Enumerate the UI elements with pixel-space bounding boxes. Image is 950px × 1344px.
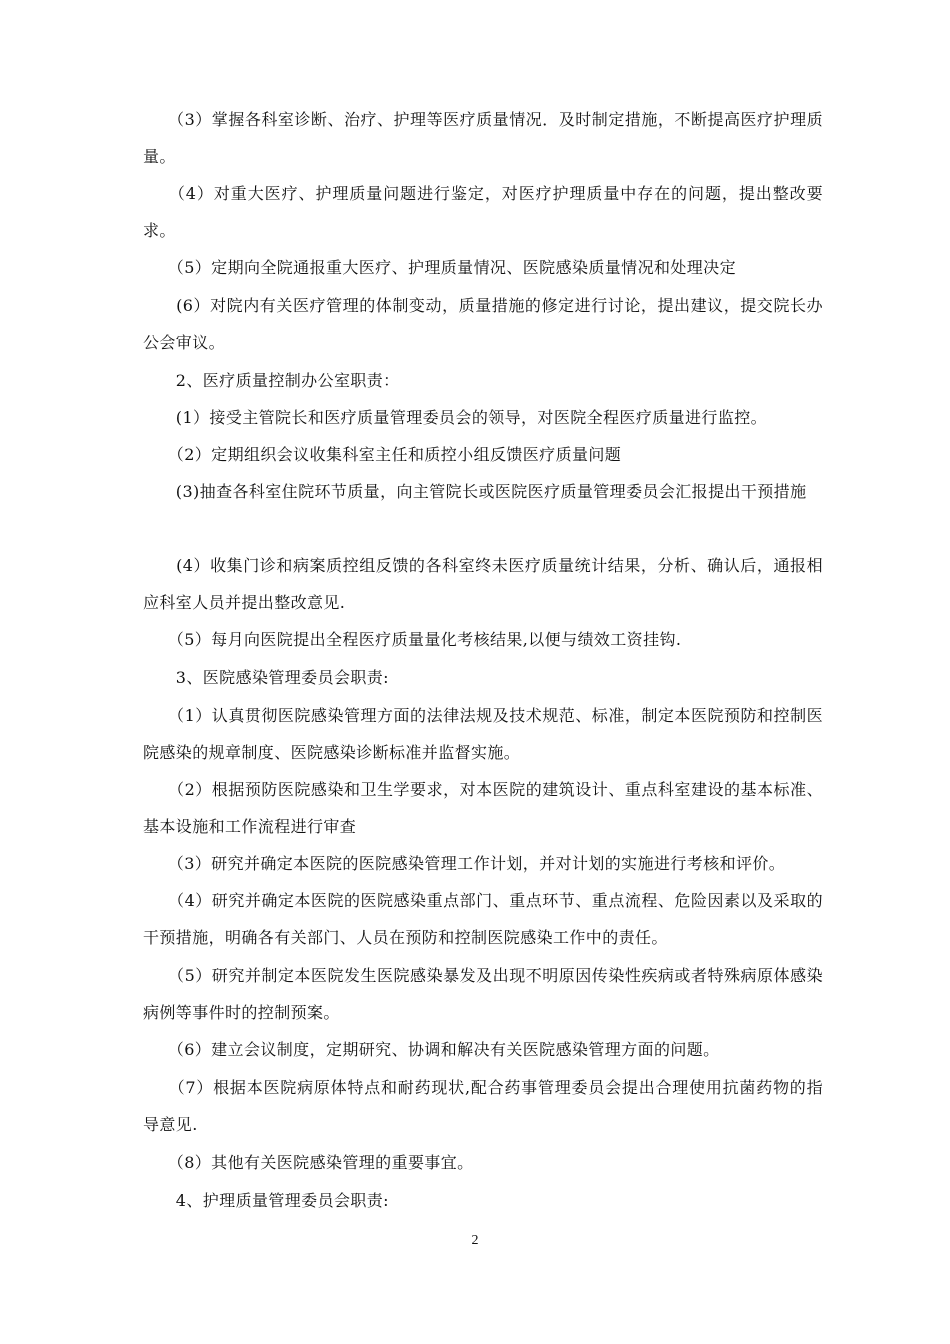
paragraph-12: （1）认真贯彻医院感染管理方面的法律法规及技术规范、标准，制定本医院预防和控制医院感染的规章制度、医院感染诊断标准并监督实施。 — [143, 706, 823, 762]
paragraph-16: （5）研究并制定本医院发生医院感染暴发及出现不明原因传染性疾病或者特殊病原体感染病例等事件时的控制预案。 — [143, 966, 823, 1022]
paragraph-5: 2、医疗质量控制办公室职责： — [143, 371, 400, 390]
page-number: 2 — [471, 1233, 479, 1248]
paragraph-11: 3、医院感染管理委员会职责: — [143, 668, 389, 687]
paragraph-2: （4）对重大医疗、护理质量问题进行鉴定，对医疗护理质量中存在的问题，提出整改要求。 — [143, 184, 823, 240]
paragraph-9: (4）收集门诊和病案质控组反馈的各科室终未医疗质量统计结果，分析、确认后，通报相应科室人员并提出整改意见. — [143, 556, 823, 612]
paragraph-15: （4）研究并确定本医院的医院感染重点部门、重点环节、重点流程、危险因素以及采取的干预措施，明确各有关部门、人员在预防和控制医院感染工作中的责任。 — [143, 891, 823, 947]
paragraph-17: （6）建立会议制度，定期研究、协调和解决有关医院感染管理方面的问题。 — [143, 1040, 720, 1059]
paragraph-13: （2）根据预防医院感染和卫生学要求，对本医院的建筑设计、重点科室建设的基本标准、基本设施和工作流程进行审查 — [143, 780, 823, 836]
paragraph-18: （7）根据本医院病原体特点和耐药现状,配合药事管理委员会提出合理使用抗菌药物的指导意见. — [143, 1078, 823, 1134]
paragraph-10: （5）每月向医院提出全程医疗质量量化考核结果,以便与绩效工资挂钩. — [143, 630, 682, 649]
paragraph-6: (1）接受主管院长和医疗质量管理委员会的领导，对医院全程医疗质量进行监控。 — [143, 408, 768, 427]
paragraph-8: (3)抽查各科室住院环节质量，向主管院长或医院医疗质量管理委员会汇报提出干预措施 — [143, 482, 807, 501]
paragraph-4: (6）对院内有关医疗管理的体制变动，质量措施的修定进行讨论，提出建议，提交院长办公会审议。 — [143, 296, 823, 352]
paragraph-14: （3）研究并确定本医院的医院感染管理工作计划，并对计划的实施进行考核和评价。 — [143, 854, 786, 873]
paragraph-7: （2）定期组织会议收集科室主任和质控小组反馈医疗质量问题 — [143, 445, 622, 464]
paragraph-3: （5）定期向全院通报重大医疗、护理质量情况、医院感染质量情况和处理决定 — [143, 258, 736, 277]
paragraph-19: （8）其他有关医院感染管理的重要事宜。 — [143, 1153, 474, 1172]
paragraph-20: 4、护理质量管理委员会职责: — [143, 1191, 389, 1210]
paragraph-1: （3）掌握各科室诊断、治疗、护理等医疗质量情况．及时制定措施，不断提高医疗护理质量。 — [143, 110, 823, 166]
